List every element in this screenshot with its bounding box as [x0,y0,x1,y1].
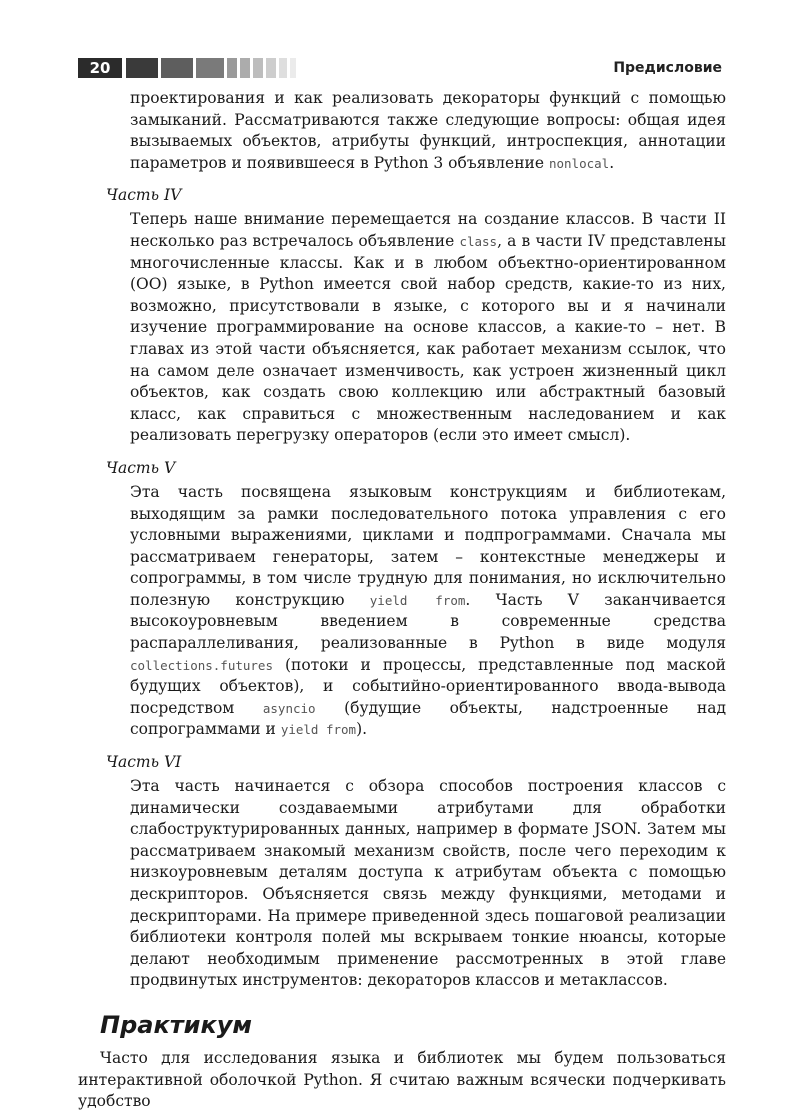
decor-block [196,58,224,78]
text-run: (будущие объекты, надстроенные над сопрограммами и [130,698,727,739]
part-paragraph [78,776,726,992]
inline-code: yield from [280,722,357,738]
text-run: . Часть V заканчивается высокоуровневым введением в современные средства распараллеливания, реализованные в Python в виде модуля [130,590,726,653]
inline-code: class [459,233,498,249]
section-paragraph: Часто для исследования языка и библиотек мы будем пользоваться интерактивной оболочкой Python. Я считаю важным всячески подчеркивать удобство [78,1048,726,1111]
inline-code: yield from [369,592,466,608]
decor-block [126,58,158,78]
decor-block [266,58,276,78]
text-run: (потоки и процессы, представленные под маской будущих объектов), и событийно-ориентированного ввода-вывода посредством [130,655,726,717]
part-label: Часть IV [106,186,182,205]
text-run: Эта часть начинается с обзора способов построения классов с динамически создаваемыми атрибутами для обработки слабоструктурированных данных, например в формате JSON. Затем мы рассматриваем знакомый механизм свойств, после чего переходим к низкоуровневым деталям доступа к атрибутам объекта с помощью дескрипторов. Объясняется связь между функциями, методами и дескрипторами. На примере приведенной здесь пошаговой реализации библиотеки контроля полей мы вскрываем тонкие нюансы, которые делают необходимым применение рассмотренных в этой главе продвинутых инструментов: декораторов классов и метаклассов. [130,777,726,990]
page-number: 20 [78,58,122,78]
running-head: Предисловие [613,60,722,76]
section-title: Практикум [100,1010,253,1039]
part-label: Часть VI [106,753,182,772]
decor-block [253,58,263,78]
part-paragraph [78,209,726,447]
part-label: Часть V [106,458,176,477]
inline-code: nonlocal [548,155,610,171]
decor-block [240,58,250,78]
decor-block [161,58,193,78]
decor-block [227,58,237,78]
decor-block [290,58,296,78]
text-run: . [609,153,615,172]
inline-code: asyncio [262,700,316,716]
text-run: проектирования и как реализовать декораторы функций с помощью замыканий. Рассматриваются также следующие вопросы: общая идея вызываемых объектов, атрибуты функций, интроспекция, аннотации параметров и появившееся в Python 3 объявление [130,89,726,172]
part-paragraph [78,482,726,741]
text-run: Теперь наше внимание перемещается на создание классов. В части II несколько раз встречалось объявление [130,210,726,250]
inline-code: collections.futures [130,657,273,673]
header-decoration-blocks [126,58,299,78]
part-paragraph [78,88,726,174]
text-run: ). [356,720,368,739]
text-run: Эта часть посвящена языковым конструкциям и библиотекам, выходящим за рамки последовательного потока управления с его условными выражениями, циклами и подпрограммами. Сначала мы рассматриваем генераторы, затем – контекстные менеджеры и сопрограммы, в том числе трудную для понимания, но исключительно полезную конструкцию [130,482,726,609]
text-run: , а в части IV представлены многочисленные классы. Как и в любом объектно-ориентированном (ОО) языке, в Python имеется свой набор средств, какие-то из них, возможно, присутствовали в языке, с которого вы и я начинали изучение программирование на основе классов, а какие-то – нет. В главах из этой части объясняется, как работает механизм ссылок, что на самом деле означает изменчивость, как устроен жизненный цикл объектов, как создать свою коллекцию или абстрактный базовый класс, как справиться с множественным наследованием и как реализовать перегрузку операторов (если это имеет смысл). [130,231,726,445]
decor-block [279,58,287,78]
page-content [78,88,726,1113]
page-header [0,0,800,90]
